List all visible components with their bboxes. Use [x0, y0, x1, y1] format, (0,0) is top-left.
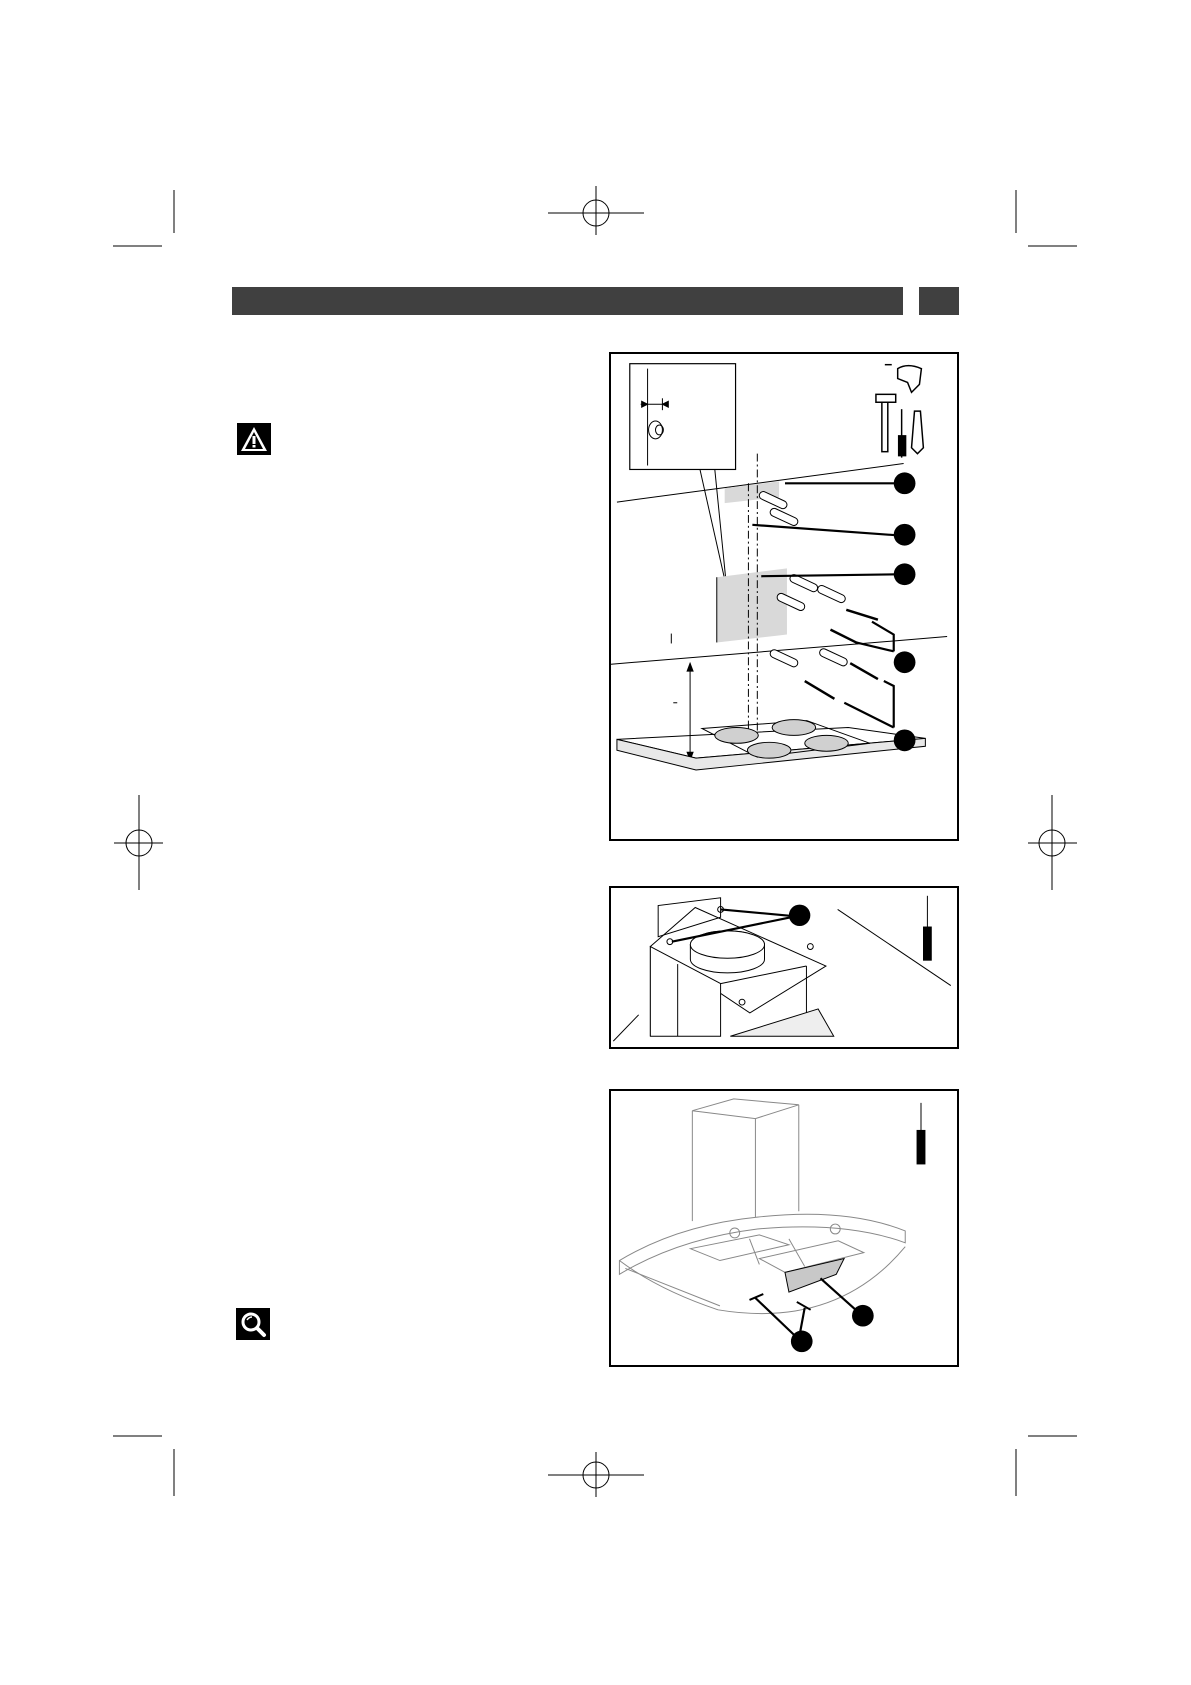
magnifier-icon [236, 1308, 270, 1340]
callout-4 [894, 651, 916, 673]
callout-3 [894, 563, 916, 585]
filter-fitting-drawing [611, 1091, 957, 1365]
wall-mounting-figure [609, 352, 959, 841]
callout-1 [894, 472, 916, 494]
callout-2 [894, 524, 916, 546]
header-title [232, 293, 242, 309]
page-number-tab [919, 287, 959, 315]
callout-5 [894, 729, 916, 751]
callout-2 [791, 1331, 813, 1353]
page-number [919, 293, 929, 309]
motor-bracket-drawing [611, 888, 957, 1047]
motor-bracket-figure [609, 886, 959, 1049]
warning-triangle-icon [237, 423, 271, 455]
wall-mounting-drawing [611, 354, 957, 839]
filter-fitting-figure [609, 1089, 959, 1367]
header-bar [232, 287, 903, 315]
callout-1 [852, 1305, 874, 1327]
callout-1 [789, 905, 810, 926]
